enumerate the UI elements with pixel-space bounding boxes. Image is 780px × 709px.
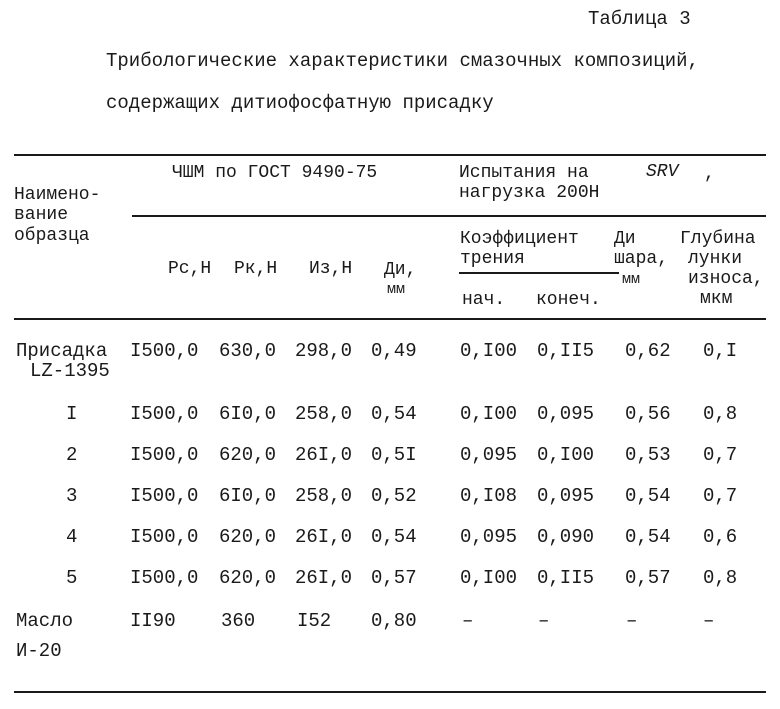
header-friction-line-1: Коэффициент [460,229,579,249]
table-bottom-rule [14,691,766,693]
table-title-line-2: содержащих дитиофосфатную присадку [106,92,494,114]
table-top-rule [14,154,766,156]
cell-ball: 0,56 [625,403,671,425]
header-srv-label: SRV [646,162,679,182]
cell-ball: 0,62 [625,340,671,362]
cell-pc: I500,0 [130,340,199,362]
header-depth-line-2: лунки [688,249,743,269]
cell-depth: 0,8 [703,567,738,589]
friction-subgroup-rule [459,272,619,274]
header-ball-line-3: мм [622,271,641,288]
cell-pc: I500,0 [130,567,199,589]
cell-iz: 26I,0 [295,444,353,466]
row-name-2: LZ-1395 [30,360,110,382]
cell-depth: 0,I [703,340,738,362]
row-name: 4 [66,526,78,548]
cell-iz: 258,0 [295,485,353,507]
cell-friction-start: 0,095 [460,526,518,548]
cell-pk: 6I0,0 [219,403,277,425]
header-fbm-group: ЧШМ по ГОСТ 9490-75 [172,163,378,183]
cell-pk: 620,0 [219,526,277,548]
cell-di: 0,52 [371,485,417,507]
header-sample-line-1: Наимено- [14,185,101,205]
header-ball-line-2: шара, [614,249,669,269]
cell-iz: 26I,0 [295,526,353,548]
cell-iz: 26I,0 [295,567,353,589]
cell-ball: 0,57 [625,567,671,589]
header-ball-line-1: Ди [614,229,636,249]
cell-pk: 630,0 [219,340,277,362]
header-friction-start: нач. [462,290,506,310]
cell-di: 0,80 [371,610,417,632]
header-depth-line-3: износа, [688,269,764,289]
cell-friction-end: 0,II5 [537,340,595,362]
cell-iz: 258,0 [295,403,353,425]
header-srv-line-2: нагрузка 200Н [459,183,600,203]
cell-friction-end: – [538,610,550,632]
cell-di: 0,49 [371,340,417,362]
header-depth-line-4: мкм [700,289,733,309]
cell-friction-start: 0,I00 [460,567,518,589]
cell-iz: 298,0 [295,340,353,362]
cell-friction-start: 0,I08 [460,485,518,507]
cell-friction-start: 0,095 [460,444,518,466]
cell-pc: I500,0 [130,403,199,425]
cell-depth: 0,8 [703,403,738,425]
header-friction-line-2: трения [460,249,525,269]
cell-di: 0,57 [371,567,417,589]
cell-di: 0,5I [371,444,417,466]
cell-pk: 360 [221,610,256,632]
row-name: Присадка [16,340,108,362]
table-title-line-1: Трибологические характеристики смазочных композиций, [106,50,699,72]
header-iz: Из,Н [309,259,353,279]
header-srv-line-1: Испытания на [459,163,589,183]
cell-depth: – [703,610,715,632]
cell-friction-start: 0,I00 [460,403,518,425]
cell-friction-end: 0,095 [537,403,595,425]
row-name: I [66,403,78,425]
header-sample-line-3: образца [14,226,90,246]
header-pk: Рк,Н [234,259,278,279]
cell-ball: 0,53 [625,444,671,466]
header-di-line-2: мм [387,281,406,298]
header-di-line-1: Ди, [384,260,417,280]
header-bottom-rule [14,318,766,320]
cell-pc: I500,0 [130,526,199,548]
cell-pk: 620,0 [219,567,277,589]
cell-depth: 0,7 [703,444,738,466]
cell-depth: 0,7 [703,485,738,507]
cell-di: 0,54 [371,526,417,548]
header-pc: Рс,Н [168,259,212,279]
cell-friction-end: 0,090 [537,526,595,548]
cell-friction-start: – [462,610,474,632]
header-friction-end: конеч. [536,290,601,310]
cell-iz: I52 [297,610,332,632]
cell-ball: 0,54 [625,526,671,548]
row-name: Масло [16,610,74,632]
cell-ball: – [626,610,638,632]
cell-pc: I500,0 [130,485,199,507]
cell-friction-end: 0,II5 [537,567,595,589]
row-name: 2 [66,444,78,466]
header-group-rule [132,215,766,217]
cell-pc: II90 [130,610,176,632]
table-number: Таблица 3 [588,8,691,30]
cell-pk: 6I0,0 [219,485,277,507]
cell-di: 0,54 [371,403,417,425]
cell-pk: 620,0 [219,444,277,466]
cell-friction-start: 0,I00 [460,340,518,362]
row-name: 5 [66,567,78,589]
header-depth-line-1: Глубина [680,229,756,249]
header-sample-line-2: вание [14,205,69,225]
row-name: 3 [66,485,78,507]
cell-friction-end: 0,I00 [537,444,595,466]
header-srv-comma: , [704,164,715,184]
row-name-2: И-20 [16,640,62,662]
cell-depth: 0,6 [703,526,738,548]
cell-pc: I500,0 [130,444,199,466]
cell-ball: 0,54 [625,485,671,507]
cell-friction-end: 0,095 [537,485,595,507]
